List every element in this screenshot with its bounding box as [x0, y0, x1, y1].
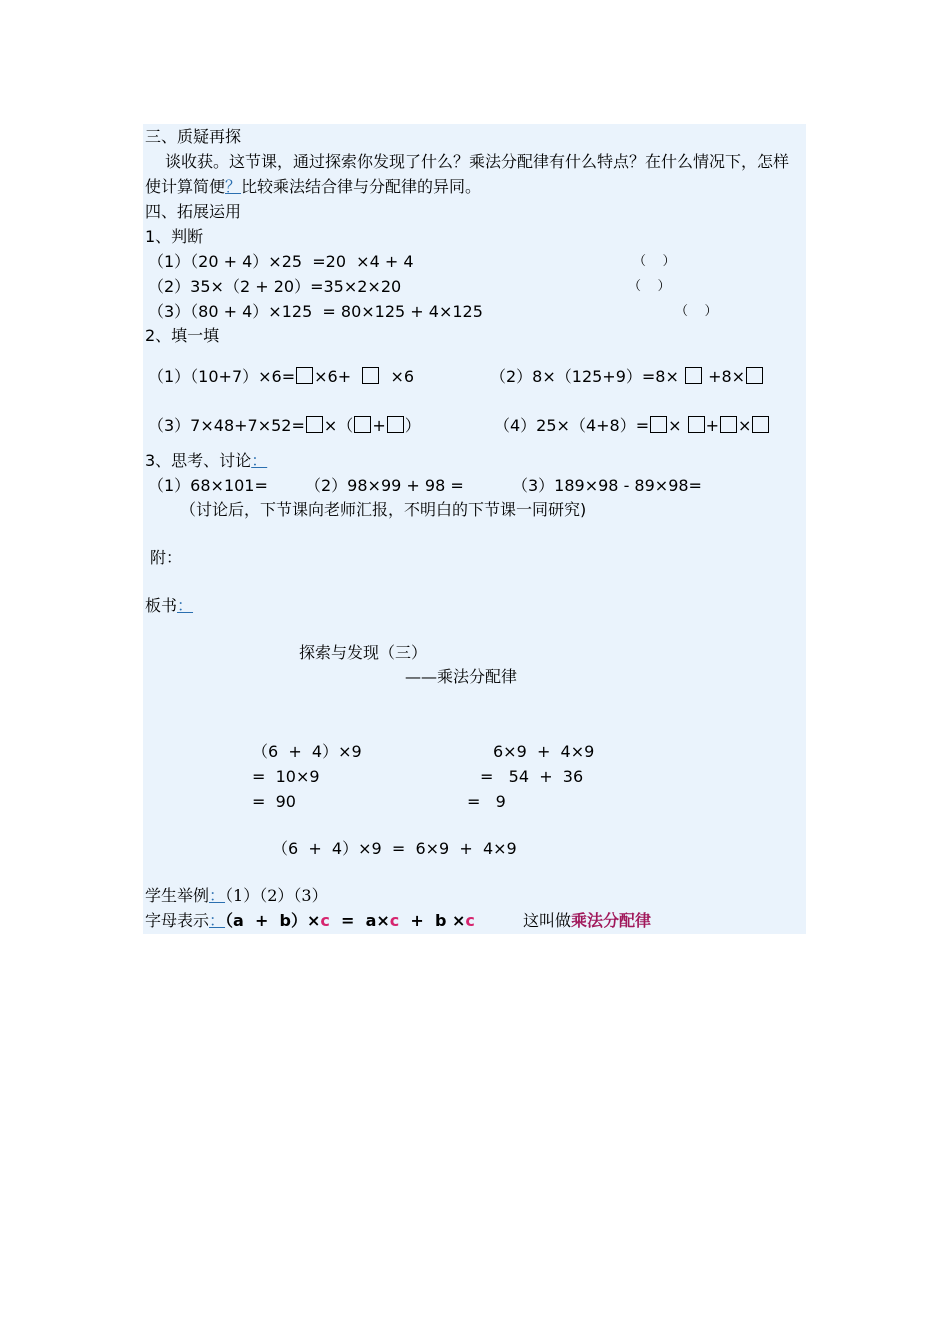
judge-item-2: （2）35×（2 + 20）=35×2×20 [148, 277, 402, 296]
judge-item-1: （1）（20 + 4）×25 =20 ×4 + 4 [148, 252, 414, 271]
answer-box[interactable] [685, 367, 702, 384]
board-right-line-3: = 9 [467, 792, 506, 811]
fill-question-2: （2）8×（125+9）=8× +8× [490, 367, 764, 387]
board-left-line-3: = 90 [252, 792, 296, 811]
think-title: 3、思考、讨论： [145, 451, 268, 470]
examples-link[interactable]: ： [209, 886, 226, 905]
judge-paren-3: （ ） [675, 304, 718, 319]
board-title: 探索与发现（三） [299, 643, 428, 662]
fill-title: 2、填一填 [145, 326, 220, 345]
judge-title: 1、判断 [145, 227, 204, 246]
board-label: 板书： [145, 596, 194, 615]
answer-box[interactable] [296, 367, 313, 384]
think-question-2: （2）98×99 + 98 = [305, 476, 464, 495]
board-link[interactable]: ： [177, 596, 194, 615]
section-3-paragraph-line2: 使计算简便？比较乘法结合律与分配律的异同。 [145, 177, 482, 196]
content-panel [143, 124, 806, 934]
answer-box[interactable] [306, 416, 323, 433]
board-subtitle: ——乘法分配律 [405, 667, 518, 686]
answer-box[interactable] [688, 416, 705, 433]
board-right-line-1: 6×9 + 4×9 [493, 742, 595, 761]
section-3-heading: 三、质疑再探 [145, 127, 242, 146]
answer-box[interactable] [746, 367, 763, 384]
answer-box[interactable] [752, 416, 769, 433]
fill-question-1: （1）（10+7）×6= ×6+ ×6 [148, 367, 415, 386]
think-question-1: （1）68×101= [148, 476, 268, 495]
answer-box[interactable] [387, 416, 404, 433]
fill-question-4: （4）25×（4+8）= × + × [494, 416, 770, 436]
letters-link[interactable]: ： [209, 911, 226, 930]
think-note: （讨论后，下节课向老师汇报，不明白的下节课一同研究) [180, 500, 587, 519]
think-question-3: （3）189×98 - 89×98= [512, 476, 702, 495]
answer-box[interactable] [720, 416, 737, 433]
judge-paren-1: （ ） [633, 254, 676, 269]
judge-paren-2: （ ） [628, 279, 671, 294]
board-summary: （6 + 4）×9 = 6×9 + 4×9 [272, 839, 517, 858]
answer-box[interactable] [354, 416, 371, 433]
examples-line: 学生举例：（1）（2）（3） [145, 886, 328, 905]
judge-item-3: （3）（80 + 4）×125 = 80×125 + 4×125 [148, 302, 483, 321]
board-right-line-2: = 54 + 36 [480, 767, 584, 786]
answer-box[interactable] [650, 416, 667, 433]
section-4-heading: 四、拓展运用 [145, 202, 242, 221]
board-left-line-1: （6 + 4）×9 [252, 742, 362, 761]
law-name-line: 这叫做乘法分配律 [523, 911, 652, 930]
section-3-paragraph-line1: 谈收获。这节课，通过探索你发现了什么？乘法分配律有什么特点？在什么情况下，怎样 [165, 152, 790, 171]
question-link[interactable]: ？ [225, 177, 242, 196]
board-left-line-2: = 10×9 [252, 767, 320, 786]
letter-formula-line: 字母表示：（a + b）×c = a×c + b ×c [145, 911, 475, 930]
appendix-label: 附： [150, 548, 183, 567]
think-link[interactable]: ： [251, 451, 268, 470]
fill-question-3: （3）7×48+7×52= ×（ + ） [148, 416, 421, 435]
answer-box[interactable] [362, 367, 379, 384]
